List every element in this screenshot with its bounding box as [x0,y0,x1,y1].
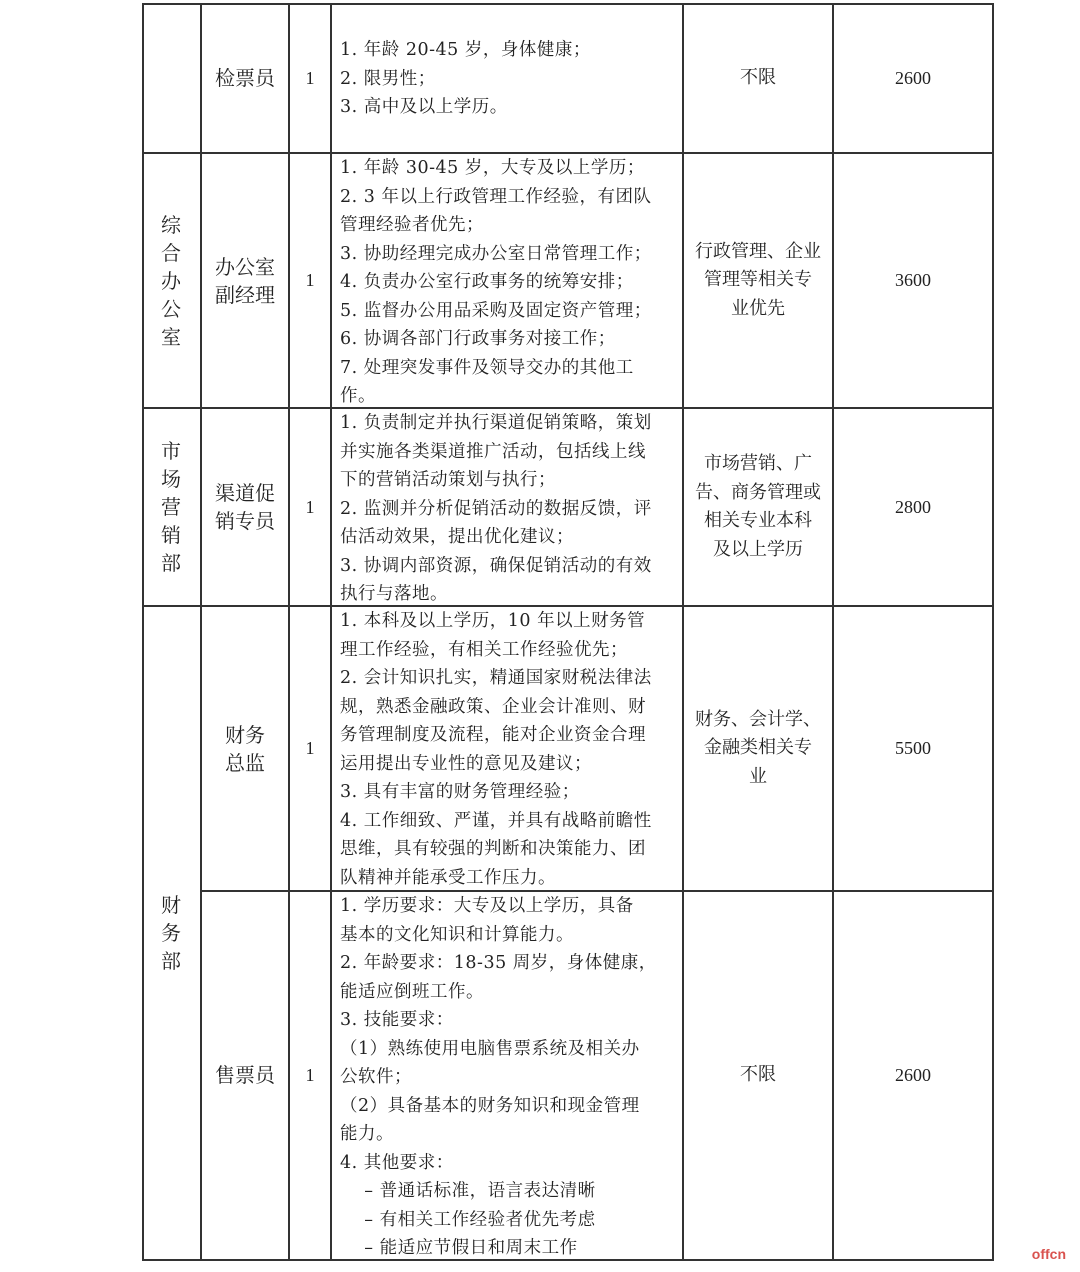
requirement-line: 并实施各类渠道推广活动，包括线上线 [340,441,646,462]
position-cell: 检票员 [215,66,275,91]
position-line: 销专员 [215,509,275,533]
requirement-line: – 能适应节假日和周末工作 [340,1238,578,1258]
requirements-cell [340,892,657,1263]
requirement-line: 7. 处理突发事件及领导交办的其他工 [340,357,634,378]
position-cell: 售票员 [215,1063,275,1088]
salary-cell: 5500 [895,738,931,759]
requirement-line: 1. 负责制定并执行渠道促销策略，策划 [340,413,652,433]
requirement-line: 基本的文化知识和计算能力。 [340,924,574,945]
requirements-cell [340,154,652,411]
count-cell: 1 [305,496,315,517]
requirements-cell [340,409,652,609]
requirement-line: 估活动效果，提出优化建议； [340,527,574,547]
requirement-line: 执行与落地。 [340,584,448,604]
requirement-line: 3. 高中及以上学历。 [340,97,508,117]
requirement-line: – 普通话标准，语言表达清晰 [340,1181,596,1201]
requirement-line: 3. 协调内部资源，确保促销活动的有效 [340,555,652,576]
requirement-line: 公软件； [340,1067,412,1087]
requirement-line: 规，熟悉金融政策、企业会计准则、财 [340,696,646,717]
requirement-line: 3. 技能要求： [340,1010,454,1030]
major-line: 及以上学历 [713,538,803,560]
requirement-line: 运用提出专业性的意见及建议； [340,753,592,774]
major-cell [684,607,832,890]
requirement-line: （2）具备基本的财务知识和现金管理 [340,1095,640,1116]
position-line: 总监 [225,750,265,775]
count-cell: 1 [305,1065,315,1086]
requirement-line: 6. 协调各部门行政事务对接工作； [340,329,616,349]
department-cell [144,154,200,407]
count-cell: 1 [305,68,315,89]
requirement-line: 4. 工作细致、严谨，并具有战略前瞻性 [340,810,652,831]
requirement-line: 2. 年龄要求：18-35 周岁，身体健康， [340,953,657,973]
major-cell [684,409,832,605]
position-line: 渠道促 [215,481,275,505]
major-line: 市场营销、广 [704,453,812,474]
count-cell: 1 [305,270,315,291]
position-line: 财务 [225,722,265,747]
major-cell: 不限 [740,1064,776,1086]
requirement-line: 能力。 [340,1124,394,1144]
salary-cell: 3600 [895,270,931,291]
major-line: 行政管理、企业 [695,240,821,262]
major-line: 管理等相关专 [704,269,812,291]
major-line: 业优先 [731,297,785,319]
requirement-line: 1. 年龄 30-45 岁，大专及以上学历； [340,158,645,178]
requirement-line: 作。 [340,386,376,406]
requirement-line: 3. 协助经理完成办公室日常管理工作； [340,243,652,264]
requirement-line: 5. 监督办公用品采购及固定资产管理； [340,300,652,321]
requirement-line: 务管理制度及流程，能对企业资金合理 [340,725,646,745]
count-cell: 1 [305,738,315,759]
column-divider [330,3,332,1261]
requirement-line: 1. 本科及以上学历，10 年以上财务管 [340,611,646,631]
position-cell [202,607,288,890]
major-line: 业 [749,765,767,787]
major-line: 相关专业本科 [704,510,812,531]
requirement-line: （1）熟练使用电脑售票系统及相关办 [340,1038,640,1059]
department-label: 市场营销部 [161,439,181,575]
salary-cell: 2600 [895,68,931,89]
requirement-line: 1. 学历要求：大专及以上学历，具备 [340,896,634,916]
requirement-line: 2. 3 年以上行政管理工作经验，有团队 [340,186,652,207]
major-cell: 不限 [740,67,776,89]
table-border-right [992,3,994,1261]
requirement-line: 队精神并能承受工作压力。 [340,867,556,888]
requirement-line: 2. 会计知识扎实，精通国家财税法律法 [340,668,652,688]
requirement-line: 理工作经验，有相关工作经验优先； [340,639,628,660]
major-line: 财务、会计学、 [695,708,821,730]
major-line: 告、商务管理或 [695,481,821,503]
major-line: 金融类相关专 [704,737,812,759]
position-cell [202,154,288,407]
requirement-line: 4. 负责办公室行政事务的统筹安排； [340,272,634,292]
department-cell [144,607,200,1259]
salary-cell: 2600 [895,1065,931,1086]
department-cell [144,409,200,605]
requirement-line: 能适应倒班工作。 [340,981,484,1002]
department-label: 综合办公室 [161,212,181,349]
requirement-line: 1. 年龄 20-45 岁，身体健康； [340,40,591,60]
requirement-line: 2. 监测并分析促销活动的数据反馈，评 [340,498,652,519]
requirements-cell [340,36,591,122]
major-cell [684,154,832,407]
salary-cell: 2800 [895,496,931,517]
requirement-line: 3. 具有丰富的财务管理经验； [340,782,580,802]
position-line: 副经理 [215,282,275,307]
watermark-logo: offcn [1031,1246,1066,1262]
requirements-cell [340,607,652,892]
position-line: 办公室 [215,254,275,279]
requirement-line: – 有相关工作经验者优先考虑 [340,1209,596,1230]
requirement-line: 下的营销活动策划与执行； [340,470,556,490]
requirement-line: 管理经验者优先； [340,215,484,235]
position-cell [202,409,288,605]
requirement-line: 思维，具有较强的判断和决策能力、团 [340,839,646,859]
department-label: 财务部 [161,893,181,973]
requirement-line: 4. 其他要求： [340,1152,454,1173]
requirement-line: 2. 限男性； [340,68,436,89]
